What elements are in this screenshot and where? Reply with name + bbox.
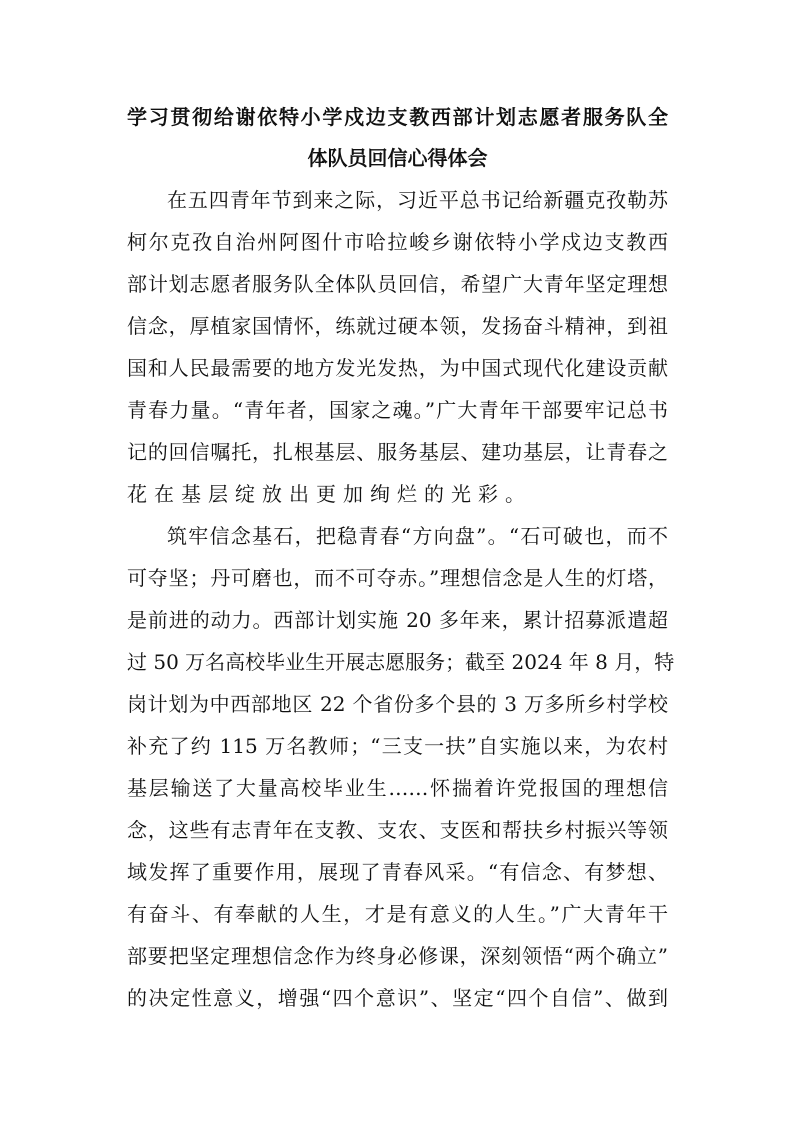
text-line: 过 50 万名高校毕业生开展志愿服务；截至 2024 年 8 月，特 [127, 650, 675, 674]
text-line: 国和人民最需要的地方发光发热，为中国式现代化建设贡献 [127, 356, 668, 380]
paragraph-1 [127, 179, 668, 515]
text-line: 的决定性意义，增强“四个意识”、坚定“四个自信”、做到 [127, 986, 668, 1010]
paragraph-2 [127, 515, 675, 1019]
text-line: 有奋斗、有奉献的人生，才是有意义的人生。”广大青年干 [127, 902, 668, 926]
text-line: 部计划志愿者服务队全体队员回信，希望广大青年坚定理想 [127, 272, 668, 296]
text-line: 部要把坚定理想信念作为终身必修课，深刻领悟“两个确立” [127, 944, 668, 968]
text-line: 域发挥了重要作用，展现了青春风采。“有信念、有梦想、 [127, 860, 668, 884]
text-line: 可夺坚；丹可磨也，而不可夺赤。”理想信念是人生的灯塔， [127, 566, 668, 590]
text-line: 柯尔克孜自治州阿图什市哈拉峻乡谢依特小学戍边支教西 [127, 230, 668, 254]
document-body [127, 179, 675, 1019]
text-line: 在五四青年节到来之际，习近平总书记给新疆克孜勒苏 [167, 188, 668, 212]
text-line: 岗计划为中西部地区 22 个省份多个县的 3 万多所乡村学校 [127, 692, 668, 716]
text-line: 花在基层绽放出更加绚烂的光彩。 [127, 482, 532, 506]
text-line: 青春力量。“青年者，国家之魂。”广大青年干部要牢记总书 [127, 398, 668, 422]
document-title-line-2: 体队员回信心得体会 [307, 146, 488, 170]
text-line: 是前进的动力。西部计划实施 20 多年来，累计招募派遣超 [127, 608, 668, 632]
text-line: 记的回信嘱托，扎根基层、服务基层、建功基层，让青春之 [127, 440, 668, 464]
text-line: 念，这些有志青年在支教、支农、支医和帮扶乡村振兴等领 [127, 818, 668, 842]
text-line: 信念，厚植家国情怀，练就过硬本领，发扬奋斗精神，到祖 [127, 314, 668, 338]
document-title-line-1: 学习贯彻给谢依特小学戍边支教西部计划志愿者服务队全 [127, 105, 668, 129]
text-line: 基层输送了大量高校毕业生……怀揣着许党报国的理想信 [127, 776, 668, 800]
text-line: 筑牢信念基石，把稳青春“方向盘”。“石可破也，而不 [167, 524, 668, 548]
text-line: 补充了约 115 万名教师；“三支一扶”自实施以来，为农村 [127, 734, 668, 758]
